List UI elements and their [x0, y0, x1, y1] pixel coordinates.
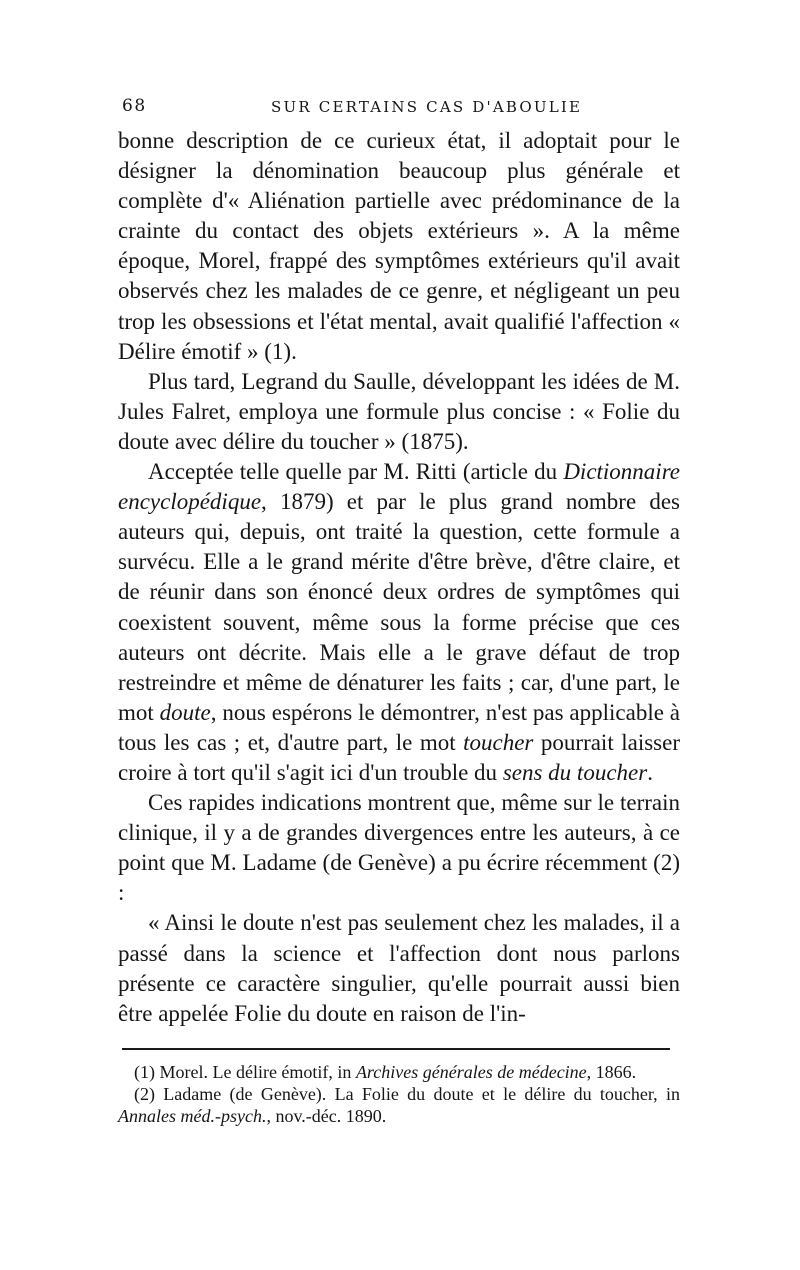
footnote-2-italic: Annales méd.-psych.: [118, 1105, 267, 1126]
footnote-2: [118, 1083, 680, 1127]
body-text: [118, 126, 680, 1029]
italic-dictionnaire: Dictionnaire encyclopédique: [118, 459, 680, 515]
paragraph-1: bonne description de ce curieux état, il adoptait pour le désigner la dénomination beaucoup plus générale et complète d'« Aliénation partielle avec prédominance de la crainte du contact des objets extérieurs ». A la même époque, Morel, frappé des symptômes extérieurs qu'il avait observés chez les malades de ce genre, et négligeant un peu trop les obsessions et l'état mental, avait qualifié l'affection « Délire émotif » (1).: [118, 128, 680, 364]
paragraph-2: Plus tard, Legrand du Saulle, développant les idées de M. Jules Falret, employa une formule plus concise : « Folie du doute avec délire du toucher » (1875).: [118, 368, 680, 454]
paragraph-3: [118, 457, 680, 788]
footnote-1-text-c: , 1866.: [586, 1061, 637, 1082]
italic-sens-du-toucher: sens du toucher: [502, 759, 648, 785]
footnote-1-italic: Archives générales de médecine: [355, 1061, 587, 1082]
paragraph-5: « Ainsi le doute n'est pas seulement chez les malades, il a passé dans la science et l'affection dont nous parlons présente ce caractère singulier, qu'elle pourrait aussi bien être appelée Folie du doute en raison de l'in-: [118, 910, 680, 1026]
footnotes: [118, 1061, 680, 1127]
running-head: SUR CERTAINS CAS D'ABOULIE: [271, 98, 583, 116]
footnote-1-text-a: (1) Morel. Le délire émotif, in: [134, 1061, 356, 1082]
italic-doute: doute: [159, 699, 211, 725]
paragraph-3-text-i: .: [647, 759, 653, 785]
footnote-2-text-a: (2) Ladame (de Genève). La Folie du doute et le délire du toucher, in: [134, 1083, 680, 1104]
page-header: [118, 92, 680, 128]
page-number: 68: [122, 96, 147, 116]
paragraph-3-text-c: , 1879) et par le plus grand nombre des auteurs qui, depuis, ont traité la question, cette formule a survécu. Elle a le grand mérite d'être brève, d'être claire, et de réunir dans son énoncé deux ordres de symptômes qui coexistent souvent, même sous la forme précise que ces auteurs ont décrite. Mais elle a le grave défaut de trop restreindre et même de dénaturer les faits ; car, d'une part, le mot: [118, 489, 680, 725]
paragraph-4: Ces rapides indications montrent que, même sur le terrain clinique, il y a de grandes divergences entre les auteurs, à ce point que M. Ladame (de Genève) a pu écrire récemment (2) :: [118, 790, 680, 906]
paragraph-3-text-a: Acceptée telle quelle par M. Ritti (article du: [148, 459, 564, 485]
book-page: [118, 92, 680, 1172]
footnote-2-text-c: , nov.-déc. 1890.: [266, 1105, 387, 1126]
footnote-rule: [122, 1048, 670, 1050]
paragraph-3-text-e: , nous espérons le démontrer, n'est pas applicable à tous les cas ; et, d'autre part, le mot: [118, 699, 681, 755]
footnote-1: [118, 1061, 680, 1083]
italic-toucher: toucher: [463, 729, 534, 755]
paragraph-3-text-g: pourrait laisser croire à tort qu'il s'agit ici d'un trouble du: [118, 729, 680, 785]
